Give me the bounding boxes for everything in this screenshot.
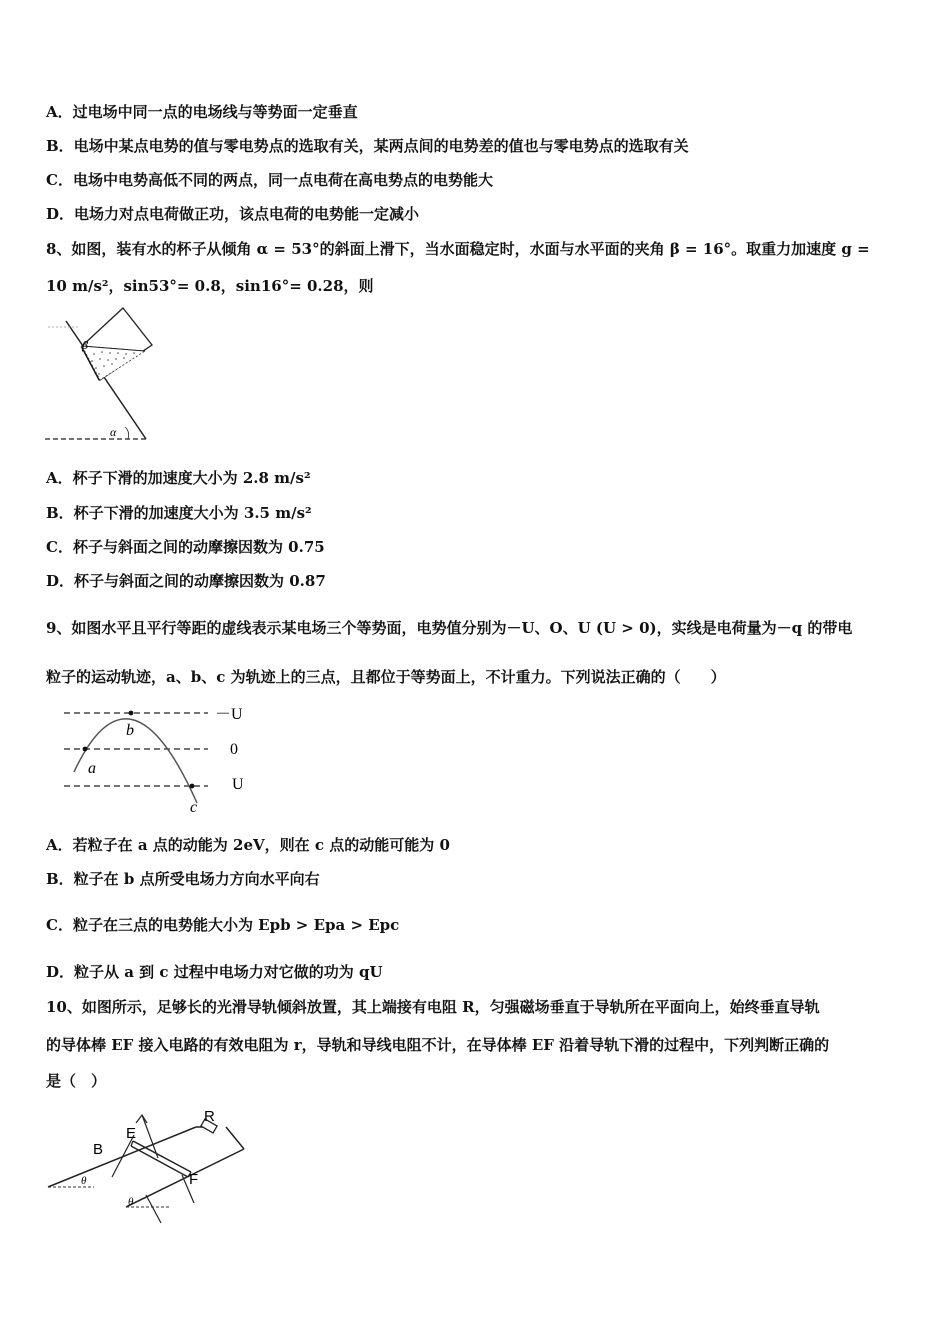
- potential-label-middle: 0: [230, 741, 238, 758]
- field-line-4: [146, 1195, 161, 1223]
- field-label-b: B: [93, 1141, 104, 1158]
- theta-label-2: θ: [128, 1196, 134, 1208]
- point-b-dot: [129, 711, 134, 716]
- q10-rail-figure: [46, 1105, 256, 1225]
- q7-option-d: D．电场力对点电荷做正功，该点电荷的电势能一定减小: [46, 205, 420, 223]
- q7-option-c: C．电场中电势高低不同的两点，同一点电荷在高电势点的电势能大: [46, 171, 493, 189]
- q7-option-b: B．电场中某点电势的值与零电势点的选取有关，某两点间的电势差的值也与零电势点的选取有关: [46, 137, 689, 155]
- q9-option-a: A．若粒子在 a 点的动能为 2eV，则在 c 点的动能可能为 0: [46, 836, 450, 854]
- alpha-arc: [125, 427, 129, 439]
- conductor-rod-edge-1: [131, 1146, 188, 1177]
- q8-option-c: C．杯子与斜面之间的动摩擦因数为 0.75: [46, 538, 325, 556]
- conductor-rod-edge-2: [133, 1141, 191, 1172]
- field-line-2: [142, 1115, 158, 1158]
- lower-rail: [126, 1149, 244, 1207]
- q8-stem-line1: 8、如图，装有水的杯子从倾角 α = 53°的斜面上滑下，当水面稳定时，水面与水平面的夹角 β = 16°。取重力加速度 g =: [46, 240, 870, 258]
- point-c-label: c: [190, 799, 198, 816]
- q8-incline-figure: [44, 306, 164, 446]
- q9-stem-line1: 9、如图水平且平行等距的虚线表示某电场三个等势面，电势值分别为－U、O、U (U > 0)，实线是电荷量为－q 的带电: [46, 619, 853, 637]
- q10-stem-line1: 10、如图所示，足够长的光滑导轨倾斜放置，其上端接有电阻 R，匀强磁场垂直于导轨所在平面向上，始终垂直导轨: [46, 998, 820, 1016]
- beta-label: β: [82, 338, 88, 352]
- field-arrowhead: [136, 1115, 147, 1123]
- q9-option-b: B．粒子在 b 点所受电场力方向水平向右: [46, 870, 320, 888]
- q8-option-b: B．杯子下滑的加速度大小为 3.5 m/s²: [46, 504, 312, 522]
- water-region: [82, 346, 145, 380]
- point-a-dot: [83, 747, 88, 752]
- q8-stem-line2: 10 m/s²，sin53°= 0.8，sin16°= 0.28，则: [46, 277, 374, 295]
- alpha-label: α: [110, 425, 117, 439]
- q9-stem-line2: 粒子的运动轨迹，a、b、c 为轨迹上的三点，且都位于等势面上，不计重力。下列说法正确的（ ）: [46, 668, 726, 686]
- wire-right: [226, 1127, 244, 1149]
- q9-equipotential-figure: [60, 700, 260, 820]
- rod-label-e: E: [126, 1125, 137, 1142]
- q7-option-a: A．过电场中同一点的电场线与等势面一定垂直: [46, 103, 358, 121]
- theta-label-1: θ: [81, 1175, 87, 1187]
- q9-option-c: C．粒子在三点的电势能大小为 Epb > Epa > Epc: [46, 916, 400, 934]
- point-a-label: a: [88, 760, 96, 777]
- q10-stem-line2: 的导体棒 EF 接入电路的有效电阻为 r，导轨和导线电阻不计，在导体棒 EF 沿着导轨下滑的过程中，下列判断正确的: [46, 1036, 830, 1054]
- resistor-label: R: [204, 1108, 215, 1125]
- rod-label-f: F: [189, 1171, 199, 1188]
- q8-option-a: A．杯子下滑的加速度大小为 2.8 m/s²: [46, 469, 311, 487]
- point-c-dot: [190, 784, 195, 789]
- potential-label-top: －U: [215, 706, 243, 723]
- incline-line: [66, 321, 146, 439]
- q8-option-d: D．杯子与斜面之间的动摩擦因数为 0.87: [46, 572, 326, 590]
- q9-option-d: D．粒子从 a 到 c 过程中电场力对它做的功为 qU: [46, 963, 383, 981]
- potential-label-bottom: U: [232, 776, 244, 793]
- q10-stem-line3: 是（ ）: [46, 1072, 107, 1090]
- point-b-label: b: [126, 722, 134, 739]
